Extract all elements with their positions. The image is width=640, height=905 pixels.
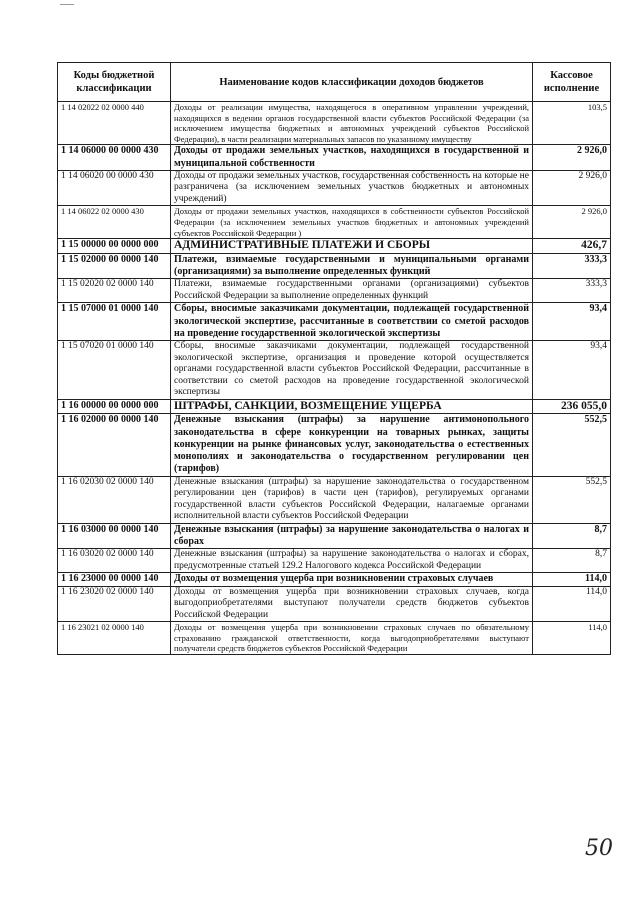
- header-amount: Кассовое исполнение: [533, 63, 611, 102]
- revenue-table: [57, 62, 611, 655]
- table-row: [58, 399, 611, 414]
- code-cell: 1 15 02020 02 0000 140: [58, 279, 171, 303]
- amount-cell: 8,7: [533, 549, 611, 573]
- name-cell: Доходы от продажи земельных участков, находящихся в собственности субъектов Российской Федерации (за исключением земельных участков бюджетных и автономных учреждений субъектов Российской Федерации ): [171, 206, 533, 239]
- code-cell: 1 15 02000 00 0000 140: [58, 253, 171, 279]
- amount-cell: 426,7: [533, 239, 611, 254]
- name-cell: Сборы, вносимые заказчиками документации, подлежащей государственной экологической экспертизе, организация и проведение которой осуществляется органами государственной власти субъектов Российской Федерации, рассчитанные в соответствии со сметой расходов на проведение государственной экологической экспертизы: [171, 341, 533, 400]
- code-cell: 1 16 23020 02 0000 140: [58, 586, 171, 622]
- amount-cell: 2 926,0: [533, 145, 611, 171]
- name-cell: Денежные взыскания (штрафы) за нарушение антимонопольного законодательства в сфере конкуренции на товарных рынках, защиты конкуренции на рынке финансовых услуг, законодательства о естественных монополиях и законодательства о государственном регулировании цен (тарифов): [171, 414, 533, 476]
- code-cell: 1 16 23021 02 0000 140: [58, 622, 171, 655]
- amount-cell: 2 926,0: [533, 206, 611, 239]
- table-header-row: [58, 63, 611, 102]
- name-cell: Доходы от реализации имущества, находящегося в оперативном управлении учреждений, находящихся в ведении органов государственной власти субъектов Российской Федерации (за исключением имущества бюджетных и автономных учреждений субъектов Российской Федерации), в части реализации материальных запасов по указанному имуществу: [171, 102, 533, 145]
- header-code: Коды бюджетной классификации: [58, 63, 171, 102]
- table-row: [58, 279, 611, 303]
- amount-cell: 114,0: [533, 622, 611, 655]
- name-cell: Денежные взыскания (штрафы) за нарушение законодательства о налогах и сборах, предусмотренные статьей 129.2 Налогового кодекса Российской Федерации: [171, 549, 533, 573]
- name-cell: Доходы от возмещения ущерба при возникновении страховых случаев, когда выгодоприобретателями выступают получатели средств бюджетов субъектов Российской Федерации: [171, 586, 533, 622]
- name-cell: Денежные взыскания (штрафы) за нарушение законодательства о государственном регулировании цен (тарифов) в части цен (тарифов), регулируемых органами государственной власти субъектов Российской Федерации, налагаемые органами исполнительной власти субъектов Российской Федерации: [171, 476, 533, 523]
- amount-cell: 93,4: [533, 303, 611, 341]
- code-cell: 1 14 06022 02 0000 430: [58, 206, 171, 239]
- name-cell: Доходы от продажи земельных участков, находящихся в государственной и муниципальной собственности: [171, 145, 533, 171]
- code-cell: 1 14 06000 00 0000 430: [58, 145, 171, 171]
- amount-cell: 8,7: [533, 523, 611, 549]
- name-cell: АДМИНИСТРАТИВНЫЕ ПЛАТЕЖИ И СБОРЫ: [171, 239, 533, 254]
- name-cell: ШТРАФЫ, САНКЦИИ, ВОЗМЕЩЕНИЕ УЩЕРБА: [171, 399, 533, 414]
- table-row: [58, 239, 611, 254]
- code-cell: 1 15 07020 01 0000 140: [58, 341, 171, 400]
- table-row: [58, 586, 611, 622]
- table-row: [58, 253, 611, 279]
- amount-cell: 236 055,0: [533, 399, 611, 414]
- amount-cell: 93,4: [533, 341, 611, 400]
- name-cell: Сборы, вносимые заказчиками документации, подлежащей государственной экологической экспертизе, рассчитанные в соответствии со сметой расходов на проведение государственной экологической экспертизы: [171, 303, 533, 341]
- amount-cell: 103,5: [533, 102, 611, 145]
- name-cell: Доходы от продажи земельных участков, государственная собственность на которые не разграничена (за исключением земельных участков бюджетных и автономных учреждений): [171, 170, 533, 206]
- table-row: [58, 303, 611, 341]
- code-cell: 1 14 06020 00 0000 430: [58, 170, 171, 206]
- table-row: [58, 573, 611, 586]
- code-cell: 1 16 02000 00 0000 140: [58, 414, 171, 476]
- table-row: [58, 170, 611, 206]
- name-cell: Доходы от возмещения ущерба при возникновении страховых случаев по обязательному страхованию гражданской ответственности, когда выгодоприобретателями выступают получатели средств бюджетов субъектов Российской Федерации: [171, 622, 533, 655]
- amount-cell: 333,3: [533, 253, 611, 279]
- name-cell: Платежи, взимаемые государственными органами (организациями) субъектов Российской Федерации за выполнение определенных функций: [171, 279, 533, 303]
- header-name: Наименование кодов классификации доходов бюджетов: [171, 63, 533, 102]
- amount-cell: 333,3: [533, 279, 611, 303]
- scan-mark: [60, 4, 74, 5]
- code-cell: 1 15 07000 01 0000 140: [58, 303, 171, 341]
- code-cell: 1 16 03000 00 0000 140: [58, 523, 171, 549]
- amount-cell: 2 926,0: [533, 170, 611, 206]
- amount-cell: 552,5: [533, 476, 611, 523]
- table-row: [58, 414, 611, 476]
- table-row: [58, 549, 611, 573]
- table-row: [58, 622, 611, 655]
- code-cell: 1 16 02030 02 0000 140: [58, 476, 171, 523]
- amount-cell: 114,0: [533, 586, 611, 622]
- code-cell: 1 16 23000 00 0000 140: [58, 573, 171, 586]
- amount-cell: 114,0: [533, 573, 611, 586]
- code-cell: 1 16 03020 02 0000 140: [58, 549, 171, 573]
- table-row: [58, 476, 611, 523]
- code-cell: 1 14 02022 02 0000 440: [58, 102, 171, 145]
- table-body: [58, 102, 611, 655]
- table-row: [58, 523, 611, 549]
- table-row: [58, 206, 611, 239]
- amount-cell: 552,5: [533, 414, 611, 476]
- table-row: [58, 102, 611, 145]
- code-cell: 1 15 00000 00 0000 000: [58, 239, 171, 254]
- name-cell: Платежи, взимаемые государственными и муниципальными органами (организациями) за выполнение определенных функций: [171, 253, 533, 279]
- page-number: 50: [585, 836, 613, 861]
- name-cell: Доходы от возмещения ущерба при возникновении страховых случаев: [171, 573, 533, 586]
- table-row: [58, 341, 611, 400]
- table-row: [58, 145, 611, 171]
- name-cell: Денежные взыскания (штрафы) за нарушение законодательства о налогах и сборах: [171, 523, 533, 549]
- code-cell: 1 16 00000 00 0000 000: [58, 399, 171, 414]
